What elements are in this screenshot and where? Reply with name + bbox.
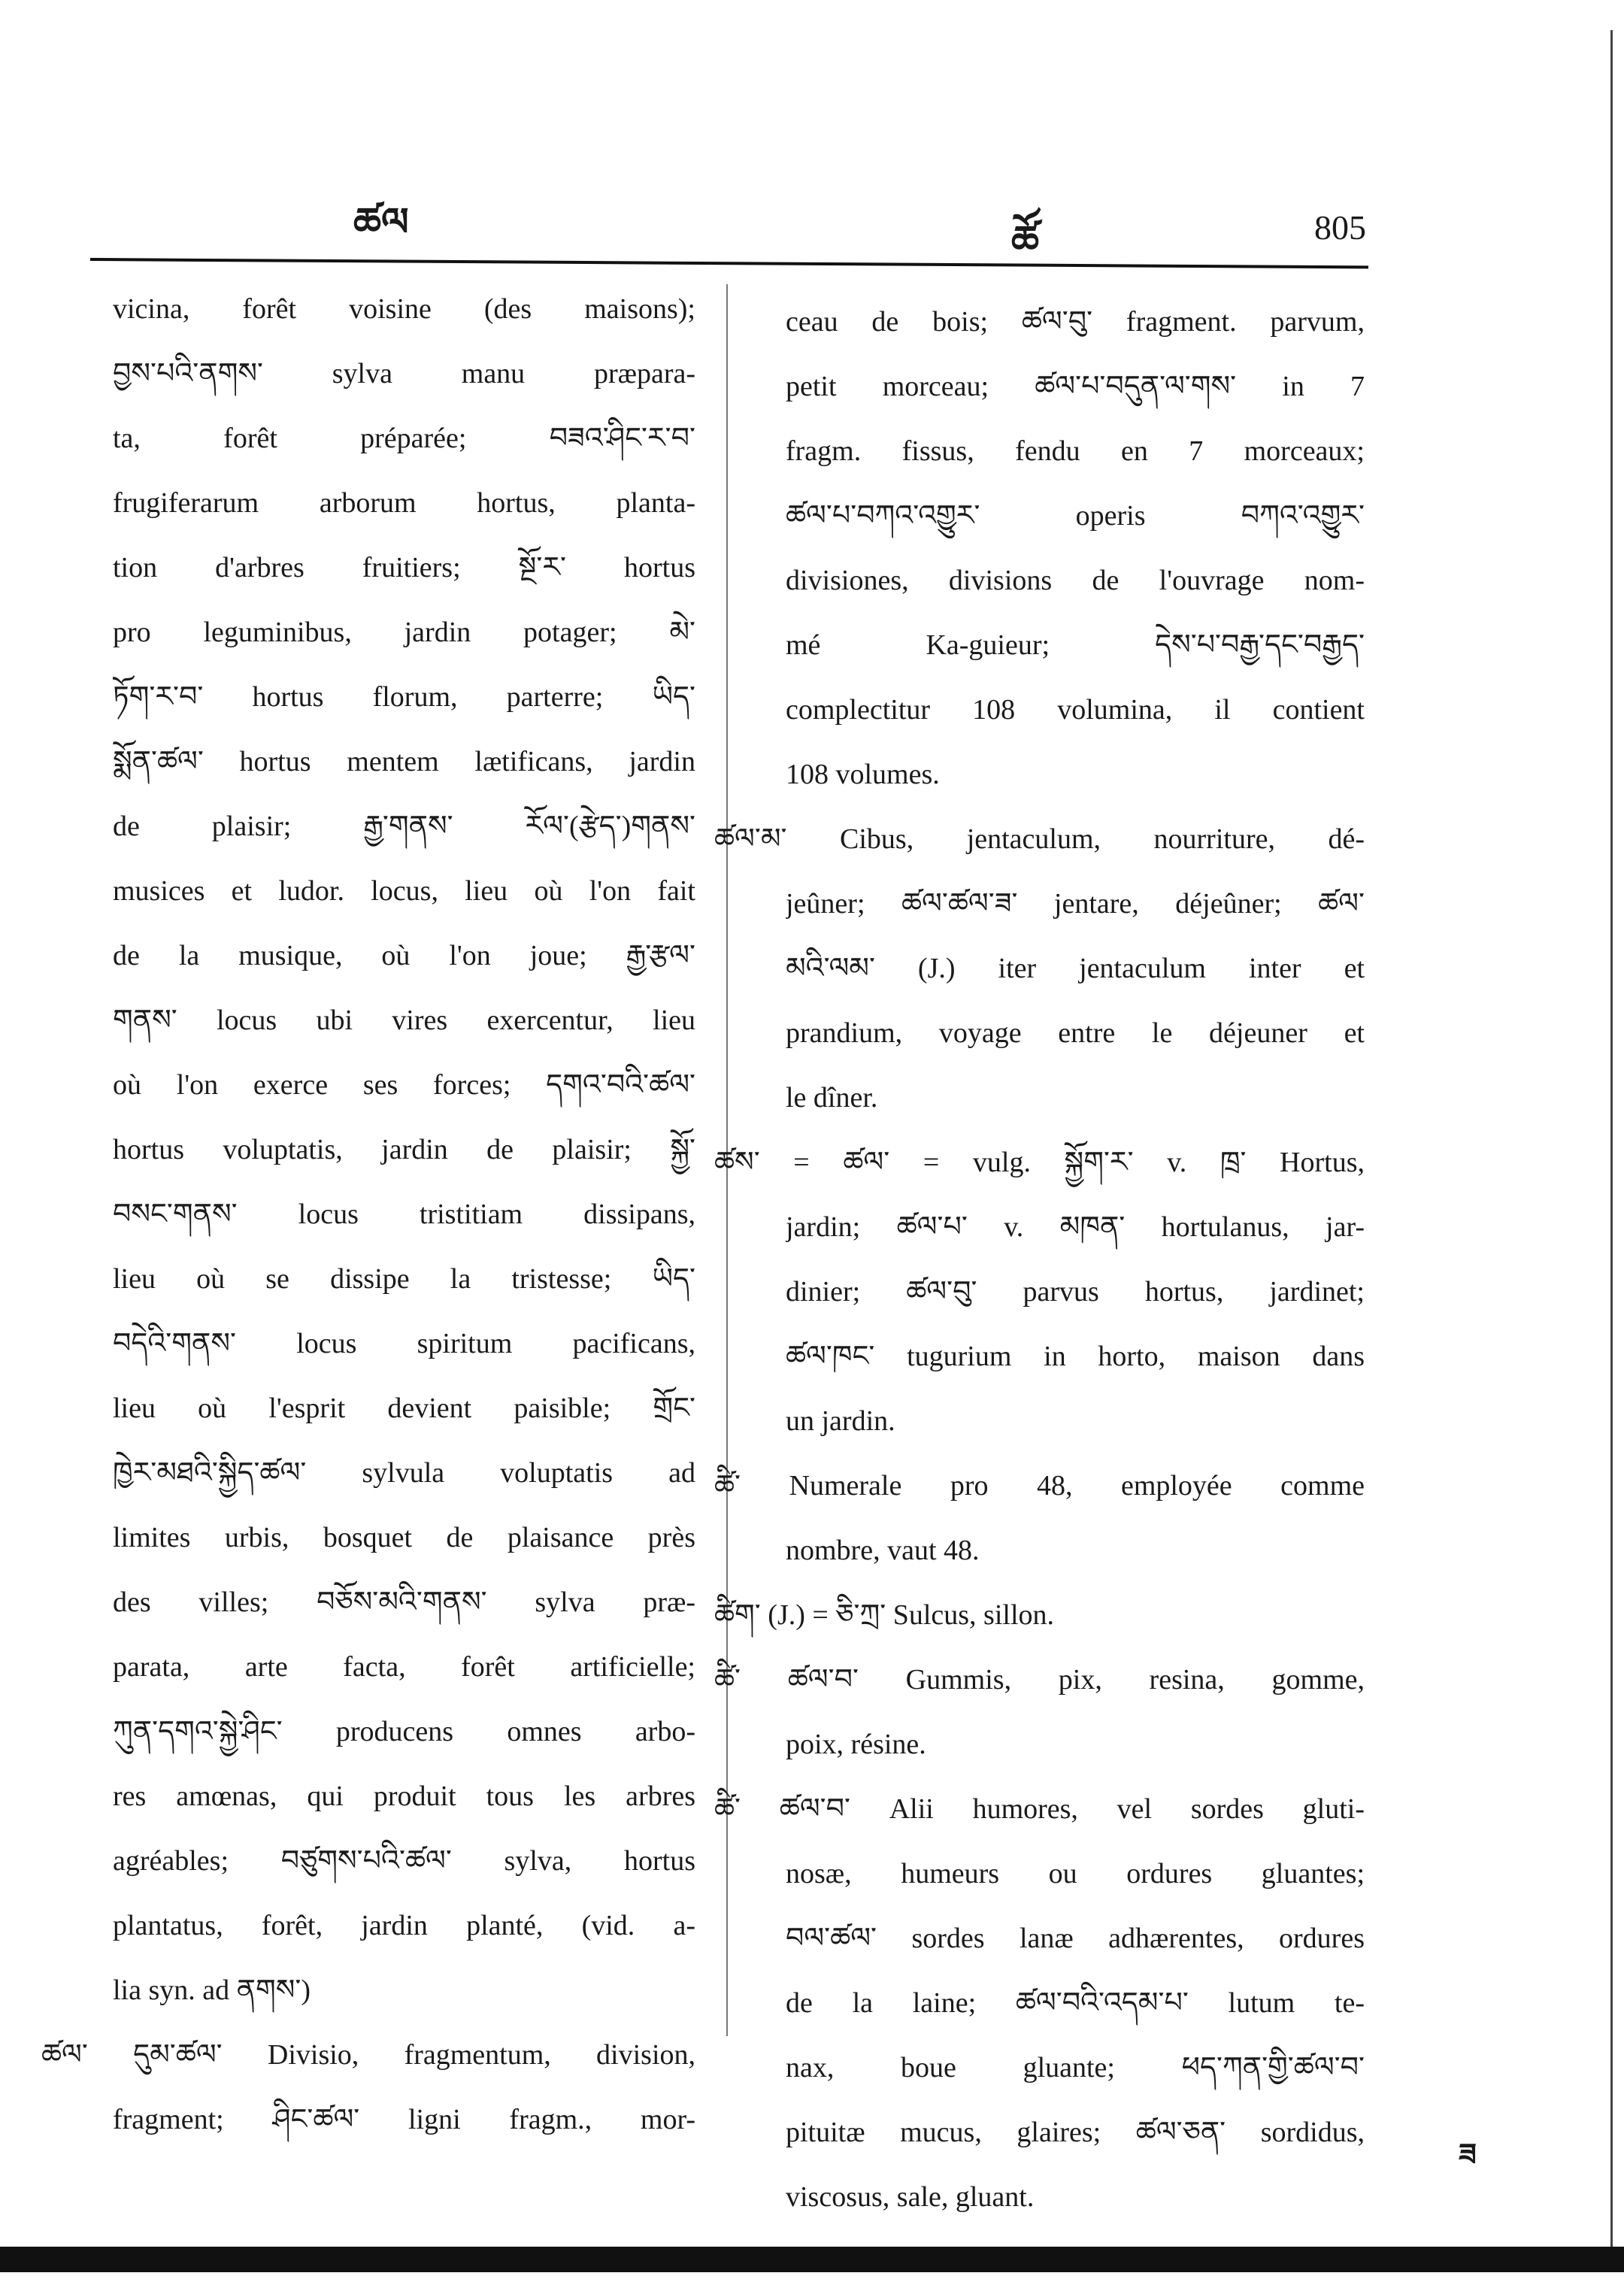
page-number: 805 (1314, 208, 1366, 247)
text-line: nombre, vaut 48. (786, 1535, 980, 1566)
text-line: viscosus, sale, gluant. (786, 2181, 1035, 2213)
text-line: pro leguminibus, jardin potager; མེ་ (113, 617, 695, 648)
text-line: ceau de bois; ཚལ་བུ་ fragment. parvum, (786, 306, 1365, 338)
text-line: ཁྱེར་མཐའི་སྐྱིད་ཚལ་ sylvula voluptatis ad (113, 1457, 695, 1489)
text-line: lieu où se dissipe la tristesse; ཡིད་ (113, 1263, 695, 1295)
text-line: ཏོག་ར་བ་ hortus florum, parterre; ཡིད་ (113, 681, 695, 713)
text-line: མའི་ལམ་ (J.) iter jentaculum inter et (786, 953, 1365, 984)
text-line: ta, forêt préparée; བཟའ་ཤིང་ར་བ་ (113, 423, 695, 454)
text-line: prandium, voyage entre le déjeuner et (786, 1017, 1365, 1049)
text-line: mé Ka-guieur; དེས་པ་བརྒྱ་དང་བརྒྱད་ (786, 629, 1365, 661)
text-line: nax, boue gluante; ཕད་ཀན་གྱི་ཚལ་བ་ (786, 2052, 1365, 2083)
text-line: de la laine; ཚལ་བའི་འདམ་པ་ lutum te- (786, 1987, 1365, 2019)
text-line: hortus voluptatis, jardin de plaisir; སྐྱོ་ (113, 1134, 695, 1165)
text-line: res amœnas, qui produit tous les arbres (113, 1780, 695, 1812)
text-line: agréables; བཙུགས་པའི་ཚལ་ sylva, hortus (113, 1845, 695, 1877)
text-line: dinier; ཚལ་བུ་ parvus hortus, jardinet; (786, 1276, 1365, 1308)
text-line: fragment; ཤིང་ཚལ་ ligni fragm., mor- (113, 2104, 695, 2135)
text-line: 108 volumes. (786, 759, 940, 790)
text-line: frugiferarum arborum hortus, planta- (113, 487, 695, 519)
page-edge (1610, 30, 1613, 2256)
corner-mark: ཟ (1459, 2138, 1477, 2171)
text-line: parata, arte facta, forêt artificielle; (113, 1651, 695, 1683)
header-rule (90, 258, 1368, 268)
text-line: des villes; བཅོས་མའི་གནས་ sylva præ- (113, 1586, 695, 1618)
text-line: བྱས་པའི་ནགས་ sylva manu præpara- (113, 358, 695, 389)
right-column (714, 289, 1365, 2229)
text-line: ཚི་ ཚལ་བ་ Alii humores, vel sordes gluti- (714, 1793, 1365, 1825)
text-line: divisiones, divisions de l'ouvrage nom- (786, 565, 1365, 596)
text-line: pituitæ mucus, glaires; ཚལ་ཅན་ sordidus, (786, 2117, 1365, 2148)
text-line: ཚི་ Numerale pro 48, employée comme (714, 1470, 1365, 1502)
text-line: tion d'arbres fruitiers; སྔོ་ར་ hortus (113, 552, 695, 583)
scan-border (0, 2247, 1624, 2272)
text-line: lia syn. ad ནགས་) (113, 1974, 311, 2006)
text-line: ཀུན་དགའ་སྐྱེ་ཤིང་ producens omnes arbo- (113, 1716, 695, 1747)
text-line: ཚས་ = ཚལ་ = vulg. སྐྱོག་ར་ v. ཁྲ་ Hortus, (714, 1147, 1365, 1178)
text-line: jardin; ཚལ་པ་ v. མཁན་ hortulanus, jar- (786, 1211, 1365, 1243)
text-line: ཚལ་ དུམ་ཚལ་ Divisio, fragmentum, division, (41, 2039, 695, 2071)
text-line: limites urbis, bosquet de plaisance près (113, 1522, 695, 1553)
text-line: vicina, forêt voisine (des maisons); (113, 293, 695, 325)
text-line: fragm. fissus, fendu en 7 morceaux; (786, 435, 1365, 467)
text-line: lieu où l'esprit devient paisible; གྲོང་ (113, 1393, 695, 1424)
text-line: བདེའི་གནས་ locus spiritum pacificans, (113, 1328, 695, 1359)
text-line: plantatus, forêt, jardin planté, (vid. a- (113, 1910, 695, 1941)
text-line: ཚལ་པ་བཀའ་འགྱུར་ operis བཀའ་འགྱུར་ (786, 500, 1365, 532)
text-line: poix, résine. (786, 1729, 926, 1760)
text-line: de la musique, où l'on joue; རྒྱ་རྩལ་ (113, 940, 695, 971)
text-line: de plaisir; རྒྱ་གནས་ རོལ་(རྩེད་)གནས་ (113, 811, 695, 842)
text-line: ཚལ་མ་ Cibus, jentaculum, nourriture, dé- (714, 823, 1365, 855)
running-head-center: ཚོ (1011, 220, 1040, 262)
text-line: གནས་ locus ubi vires exercentur, lieu (113, 1005, 695, 1036)
text-line: petit morceau; ཚལ་པ་བདུན་ལ་གས་ in 7 (786, 371, 1365, 402)
text-line: ཚིག་ (J.) = ཅི་ཀྲ་ Sulcus, sillon. (714, 1599, 1055, 1631)
text-line: nosæ, humeurs ou ordures gluantes; (786, 1858, 1365, 1890)
text-line: བལ་ཚལ་ sordes lanæ adhærentes, ordures (786, 1923, 1365, 1954)
text-line: le dîner. (786, 1082, 878, 1114)
text-line: un jardin. (786, 1405, 895, 1437)
running-head-left: ཚལ (353, 202, 409, 244)
text-line: ཚལ་ཁང་ tugurium in horto, maison dans (786, 1341, 1365, 1372)
text-line: musices et ludor. locus, lieu où l'on fait (113, 875, 695, 907)
text-line: སྨོན་ཚལ་ hortus mentem lætificans, jardin (113, 746, 695, 777)
left-column (41, 277, 695, 2152)
text-line: jeûner; ཚལ་ཚལ་ཟ་ jentare, déjeûner; ཚལ་ (786, 888, 1365, 920)
text-line: complectitur 108 volumina, il contient (786, 694, 1365, 726)
text-line: བསང་གནས་ locus tristitiam dissipans, (113, 1199, 695, 1230)
text-line: ཚི་ ཚལ་བ་ Gummis, pix, resina, gomme, (714, 1664, 1365, 1696)
text-line: où l'on exerce ses forces; དགའ་བའི་ཚལ་ (113, 1069, 695, 1101)
